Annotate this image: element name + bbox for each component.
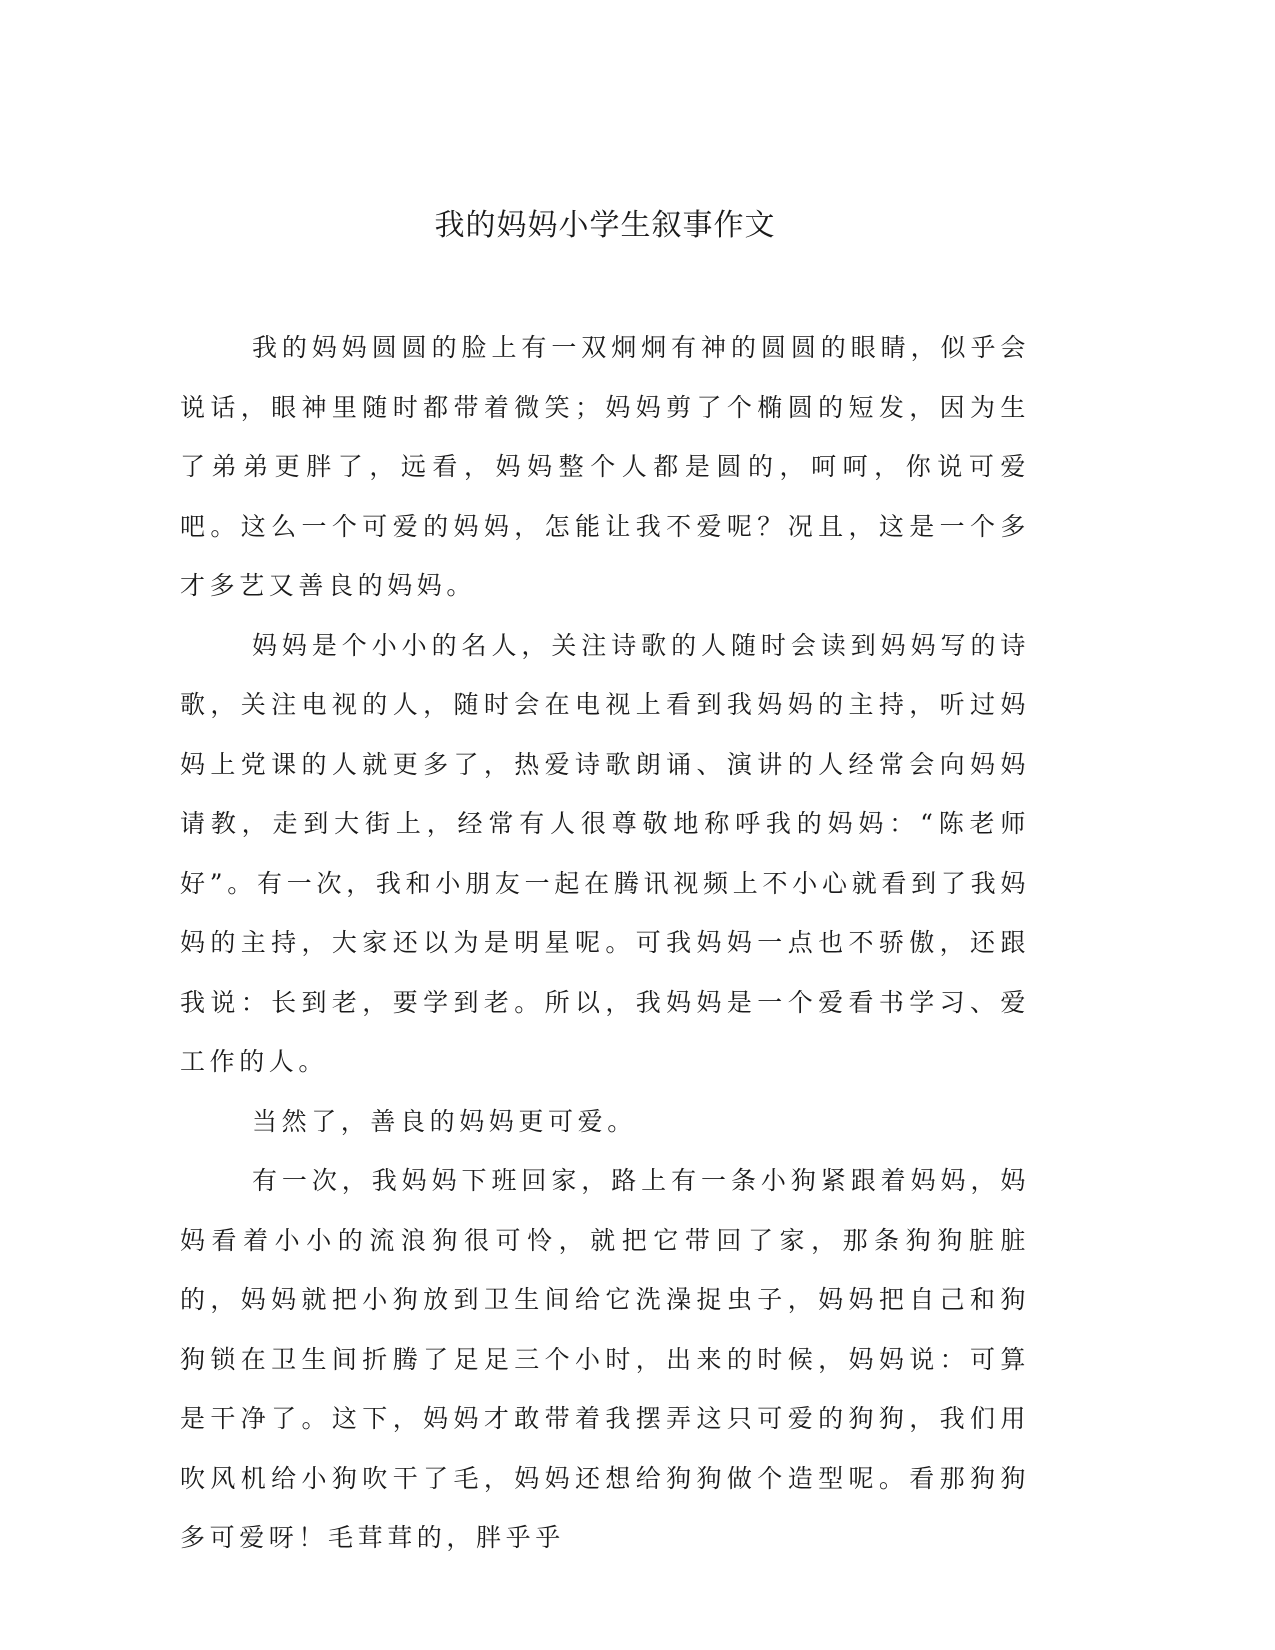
paragraph-2: 妈妈是个小小的名人，关注诗歌的人随时会读到妈妈写的诗歌，关注电视的人，随时会在电视上看到我妈妈的主持，听过妈妈上党课的人就更多了，热爱诗歌朗诵、演讲的人经常会向妈妈请教，走到大街上，经常有人很尊敬地称呼我的妈妈：“陈老师好”。有一次，我和小朋友一起在腾讯视频上不小心就看到了我妈妈的主持，大家还以为是明星呢。可我妈妈一点也不骄傲，还跟我说：长到老，要学到老。所以，我妈妈是一个爱看书学习、爱工作的人。 (180, 630, 1030, 1076)
paragraph-4: 有一次，我妈妈下班回家，路上有一条小狗紧跟着妈妈，妈妈看着小小的流浪狗很可怜，就把它带回了家，那条狗狗脏脏的，妈妈就把小狗放到卫生间给它洗澡捉虫子，妈妈把自己和狗狗锁在卫生间折腾了足足三个小时，出来的时候，妈妈说：可算是干净了。这下，妈妈才敢带着我摆弄这只可爱的狗狗，我们用吹风机给小狗吹干了毛，妈妈还想给狗狗做个造型呢。看那狗狗多可爱呀！毛茸茸的，胖乎乎 (180, 1166, 1030, 1552)
paragraph-3: 当然了，善良的妈妈更可爱。 (252, 1106, 637, 1136)
document-body (180, 318, 1030, 1568)
document-title: 我的妈妈小学生叙事作文 (434, 208, 776, 243)
paragraph-1: 我的妈妈圆圆的脸上有一双炯炯有神的圆圆的眼睛，似乎会说话，眼神里随时都带着微笑；妈妈剪了个椭圆的短发，因为生了弟弟更胖了，远看，妈妈整个人都是圆的，呵呵，你说可爱吧。这么一个可爱的妈妈，怎能让我不爱呢？况且，这是一个多才多艺又善良的妈妈。 (180, 333, 1030, 600)
